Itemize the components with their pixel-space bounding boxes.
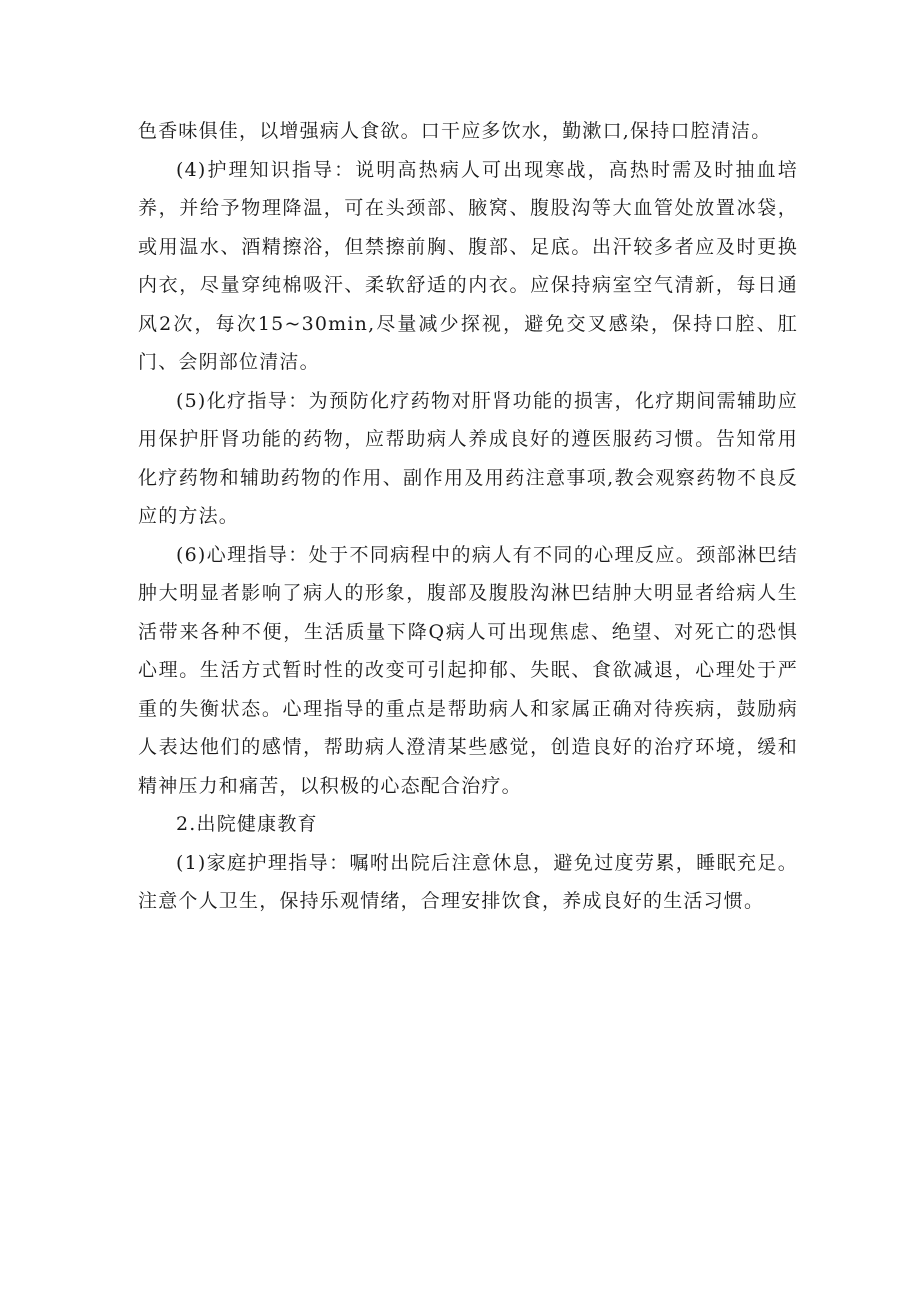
paragraph-home-care: (1)家庭护理指导：嘱咐出院后注意休息，避免过度劳累，睡眠充足。注意个人卫生，保持乐观情绪，合理安排饮食，养成良好的生活习惯。 [138,851,798,912]
section-heading-discharge-education: 2.出院健康教育 [176,813,318,835]
paragraph-chemotherapy: (5)化疗指导：为预防化疗药物对肝肾功能的损害，化疗期间需辅助应用保护肝肾功能的药物，应帮助病人养成良好的遵医服药习惯。告知常用化疗药物和辅助药物的作用、副作用及用药注意事项,教会观察药物不良反应的方法。 [138,389,798,527]
paragraph-psychology: (6)心理指导：处于不同病程中的病人有不同的心理反应。颈部淋巴结肿大明显者影响了病人的形象，腹部及腹股沟淋巴结肿大明显者给病人生活带来各种不便，生活质量下降Q病人可出现焦虑、绝望、对死亡的恐惧心理。生活方式暂时性的改变可引起抑郁、失眠、食欲减退，心理处于严重的失衡状态。心理指导的重点是帮助病人和家属正确对待疾病，鼓励病人表达他们的感情，帮助病人澄清某些感觉，创造良好的治疗环境，缓和精神压力和痛苦，以积极的心态配合治疗。 [138,543,798,797]
paragraph-continuation: 色香味俱佳，以增强病人食欲。口干应多饮水，勤漱口,保持口腔清洁。 [138,120,772,142]
paragraph-nursing-knowledge: (4)护理知识指导：说明高热病人可出现寒战，高热时需及时抽血培养，并给予物理降温，可在头颈部、腋窝、腹股沟等大血管处放置冰袋，或用温水、酒精擦浴，但禁擦前胸、腹部、足底。出汗较多者应及时更换内衣，尽量穿纯棉吸汗、柔软舒适的内衣。应保持病室空气清新，每日通风2次，每次15~30min,尽量减少探视，避免交叉感染，保持口腔、肛门、会阴部位清洁。 [138,158,798,373]
document-body [138,112,798,921]
